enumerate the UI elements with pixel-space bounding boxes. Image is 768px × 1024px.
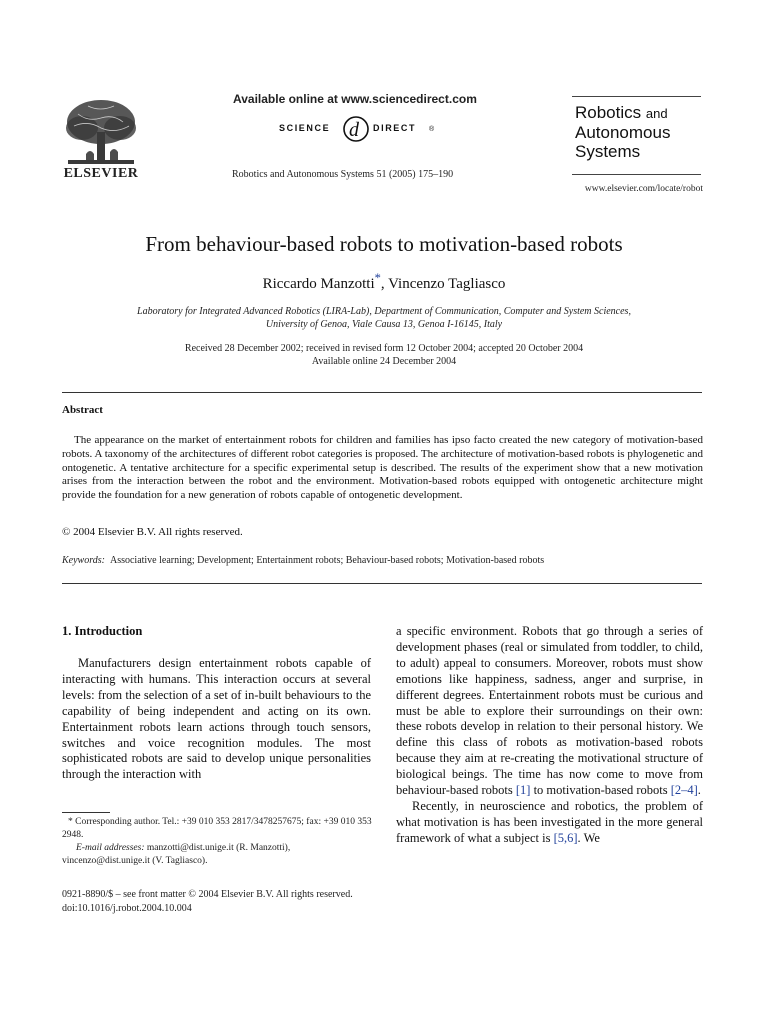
journal-name-and: and — [645, 106, 668, 121]
email-label: E-mail addresses: — [76, 843, 145, 853]
author-list — [0, 271, 768, 293]
author-2: , Vincenzo Tagliasco — [380, 276, 506, 292]
svg-text:®: ® — [429, 126, 435, 133]
intro-paragraph-1-continued — [396, 624, 703, 799]
abstract-copyright: © 2004 Elsevier B.V. All rights reserved. — [62, 526, 243, 538]
keywords-label: Keywords: — [62, 555, 105, 566]
keywords — [62, 555, 544, 566]
sciencedirect-logo-right: DIRECT — [373, 123, 417, 133]
paragraph-text: Recently, in neuroscience and robotics, the problem of what motivation is has been investigated in the more general framework of what a subject is — [396, 798, 703, 845]
footnote-rule — [62, 812, 110, 813]
footnotes — [62, 816, 372, 868]
article-title: From behaviour-based robots to motivation-based robots — [145, 232, 623, 256]
journal-name — [575, 103, 703, 161]
abstract-bottom-rule — [62, 583, 702, 584]
corresponding-author-mark[interactable]: * — [374, 271, 381, 285]
received-line-1: Received 28 December 2002; received in revised form 12 October 2004; accepted 20 October 2004 — [184, 343, 584, 354]
issn-line: 0921-8890/$ – see front matter © 2004 Elsevier B.V. All rights reserved. — [62, 889, 353, 900]
footnote-corresponding-author: * Corresponding author. Tel.: +39 010 353 2817/3478257675; fax: +39 010 353 2948. — [62, 817, 372, 840]
affiliation-line-2: University of Genoa, Viale Causa 13, Genoa I-16145, Italy — [265, 319, 503, 330]
svg-text:d: d — [349, 119, 359, 141]
affiliation-line-1: Laboratory for Integrated Advanced Robotics (LIRA-Lab), Department of Communication, Computer and System Sciences, — [137, 306, 631, 317]
intro-paragraph-1: Manufacturers design entertainment robots capable of interacting with humans. This interaction occurs at several levels: from the selection of a set of in-built behaviours to the capability of being independent and acting on its own. Entertainment robots learn actions through touch sensors, switches and voice recognition modules. The most sophisticated robots are said to develop unique personalities through the interaction with — [62, 656, 371, 782]
doi-line[interactable]: doi:10.1016/j.robot.2004.10.004 — [62, 903, 192, 914]
page-footer — [62, 888, 353, 916]
sciencedirect-logo-left: SCIENCE — [279, 123, 331, 133]
abstract-heading: Abstract — [62, 404, 103, 416]
keywords-list: Associative learning; Development; Entertainment robots; Behaviour-based robots; Motivation-based robots — [109, 555, 545, 566]
received-line-2: Available online 24 December 2004 — [311, 356, 457, 367]
affiliation — [80, 305, 688, 331]
email-addresses[interactable]: manzotti@dist.unige.it (R. Manzotti), vincenzo@dist.unige.it (V. Tagliasco). — [62, 843, 291, 866]
journal-name-line1: Robotics — [575, 103, 642, 122]
journal-citation: Robotics and Autonomous Systems 51 (2005) 175–190 — [232, 169, 454, 180]
author-1: Riccardo Manzotti — [262, 276, 375, 292]
abstract-text: The appearance on the market of entertainment robots for children and families has ipso facto created the new category of motivation-based robots. A taxonomy of the architectures of different robot categories is proposed. The architecture of motivation-based robots is phylogenetic and ontogenetic. A tentative architecture for a specific experimental setup is described. The results of the experiment show that a new motivation arises from the interaction between the robot and the environment. Motivation-based robots equipped with ontogenetic architecture might provide the foundation for a new generation of robots capable of ontogenetic development. — [62, 434, 703, 502]
journal-name-line3: Systems — [575, 142, 641, 161]
left-column — [62, 656, 371, 783]
right-column — [396, 624, 703, 847]
journal-name-line2: Autonomous — [575, 123, 671, 142]
section-heading-introduction: 1. Introduction — [62, 624, 143, 638]
abstract-top-rule — [62, 392, 702, 393]
journal-url[interactable]: www.elsevier.com/locate/robot — [584, 184, 703, 194]
paragraph-text: . — [697, 783, 701, 798]
paragraph-text: to motivation-based robots — [530, 783, 671, 798]
citation-link[interactable]: [1] — [515, 783, 531, 798]
sciencedirect-availability: Available online at www.sciencedirect.com — [233, 92, 477, 106]
citation-link[interactable]: [5,6] — [553, 830, 578, 845]
paragraph-text: . We — [577, 830, 600, 845]
sciencedirect-logo — [233, 108, 477, 146]
intro-paragraph-2 — [396, 799, 703, 847]
abstract-body — [62, 434, 703, 503]
citation-link[interactable]: [2–4] — [670, 783, 698, 798]
received-dates — [80, 342, 688, 368]
paragraph-text: a specific environment. Robots that go through a series of development phases (real or simulated from toddler, to child, to adult) appeal to consumers. Moreover, robots must show emotions like happiness, sadness, anger and surprise, in different degrees. Entertainment robots must be curious and must be able to explore their surroundings on their own: these robots develop in relation to their personal history. We define this class of robots as motivation-based robots because they aim at re-creating the motivational structure of biological beings. The time has now come to move from behaviour-based robots — [396, 624, 703, 798]
publisher-name: ELSEVIER — [63, 166, 139, 181]
footnote-emails — [62, 842, 372, 868]
